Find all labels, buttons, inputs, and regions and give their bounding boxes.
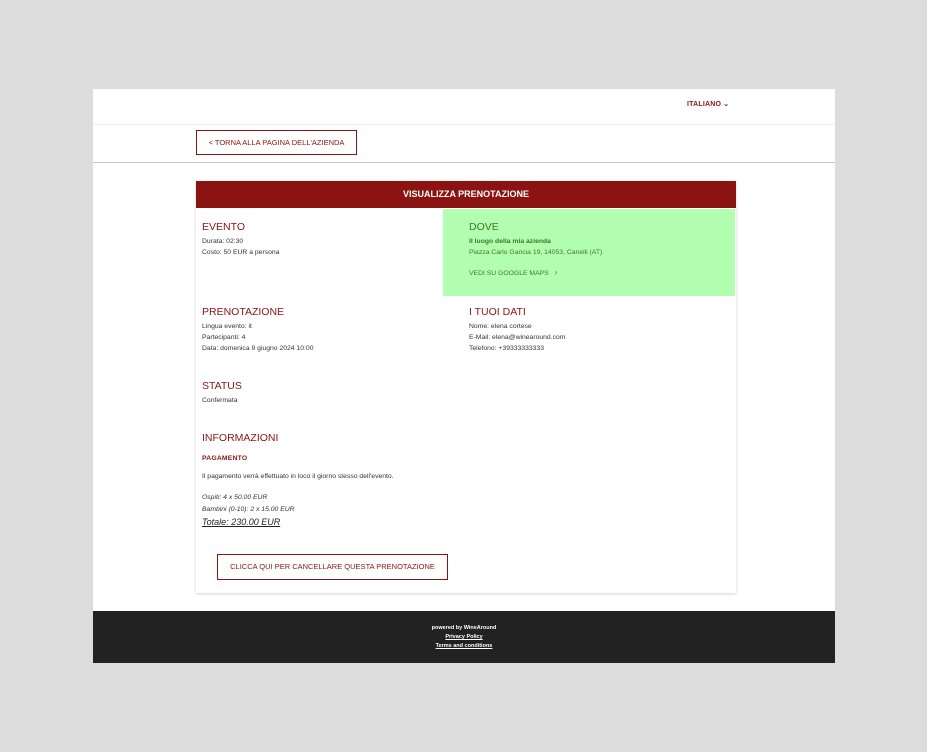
back-bar xyxy=(93,125,835,163)
evento-durata: Durata: 02:30 xyxy=(202,238,244,245)
bambini-line: Bambini (0-10): 2 x 15.00 EUR xyxy=(202,506,295,513)
dove-title: DOVE xyxy=(469,221,499,233)
tuoi-dati-telefono: Telefono: +39333333333 xyxy=(469,345,545,352)
status-title: STATUS xyxy=(202,380,242,392)
footer xyxy=(93,611,835,663)
tuoi-dati-email: E-Mail: elena@winearound.com xyxy=(469,334,566,341)
booking-card xyxy=(196,181,736,593)
prenotazione-title: PRENOTAZIONE xyxy=(202,306,285,318)
prenotazione-data: Data: domenica 9 giugno 2024 10:00 xyxy=(202,345,314,352)
pagamento-text: Il pagamento verrà effettuato in loco il giorno stesso dell'evento. xyxy=(202,473,394,480)
back-to-company-button[interactable]: < TORNA ALLA PAGINA DELL'AZIENDA xyxy=(196,130,357,155)
language-selector[interactable] xyxy=(687,100,729,108)
google-maps-link[interactable] xyxy=(469,268,557,277)
cancel-booking-button[interactable]: CLICCA QUI PER CANCELLARE QUESTA PRENOTAZIONE xyxy=(217,554,448,580)
terms-link[interactable]: Terms and conditions xyxy=(435,643,493,649)
dove-place-name: Il luogo della mia azienda xyxy=(469,238,551,245)
top-bar xyxy=(93,89,835,125)
status-value: Confermata xyxy=(202,397,238,404)
privacy-policy-link[interactable]: Privacy Policy xyxy=(445,634,483,640)
tuoi-dati-title: I TUOI DATI xyxy=(469,306,526,318)
google-maps-link-label: VEDI SU GOOGLE MAPS xyxy=(469,270,549,277)
pagamento-label: PAGAMENTO xyxy=(202,455,248,462)
prenotazione-partecipanti: Partecipanti: 4 xyxy=(202,334,246,341)
language-label: ITALIANO xyxy=(687,101,722,108)
totale-line: Totale: 230.00 EUR xyxy=(202,517,281,527)
prenotazione-lingua: Lingua evento: it xyxy=(202,323,252,330)
powered-by: powered by WineAround xyxy=(431,625,497,631)
ospiti-line: Ospiti: 4 x 50.00 EUR xyxy=(202,494,268,501)
page xyxy=(93,89,835,663)
tuoi-dati-nome: Nome: elena cortese xyxy=(469,323,532,330)
chevron-right-icon: › xyxy=(554,268,558,277)
evento-title: EVENTO xyxy=(202,221,245,233)
informazioni-title: INFORMAZIONI xyxy=(202,432,279,444)
card-title: VISUALIZZA PRENOTAZIONE xyxy=(196,181,736,208)
dove-address: Piazza Carlo Gancia 19, 14053, Canelli (AT) xyxy=(469,249,603,256)
evento-costo: Costo: 50 EUR a persona xyxy=(202,249,280,256)
chevron-down-icon: ⌄ xyxy=(723,101,730,108)
